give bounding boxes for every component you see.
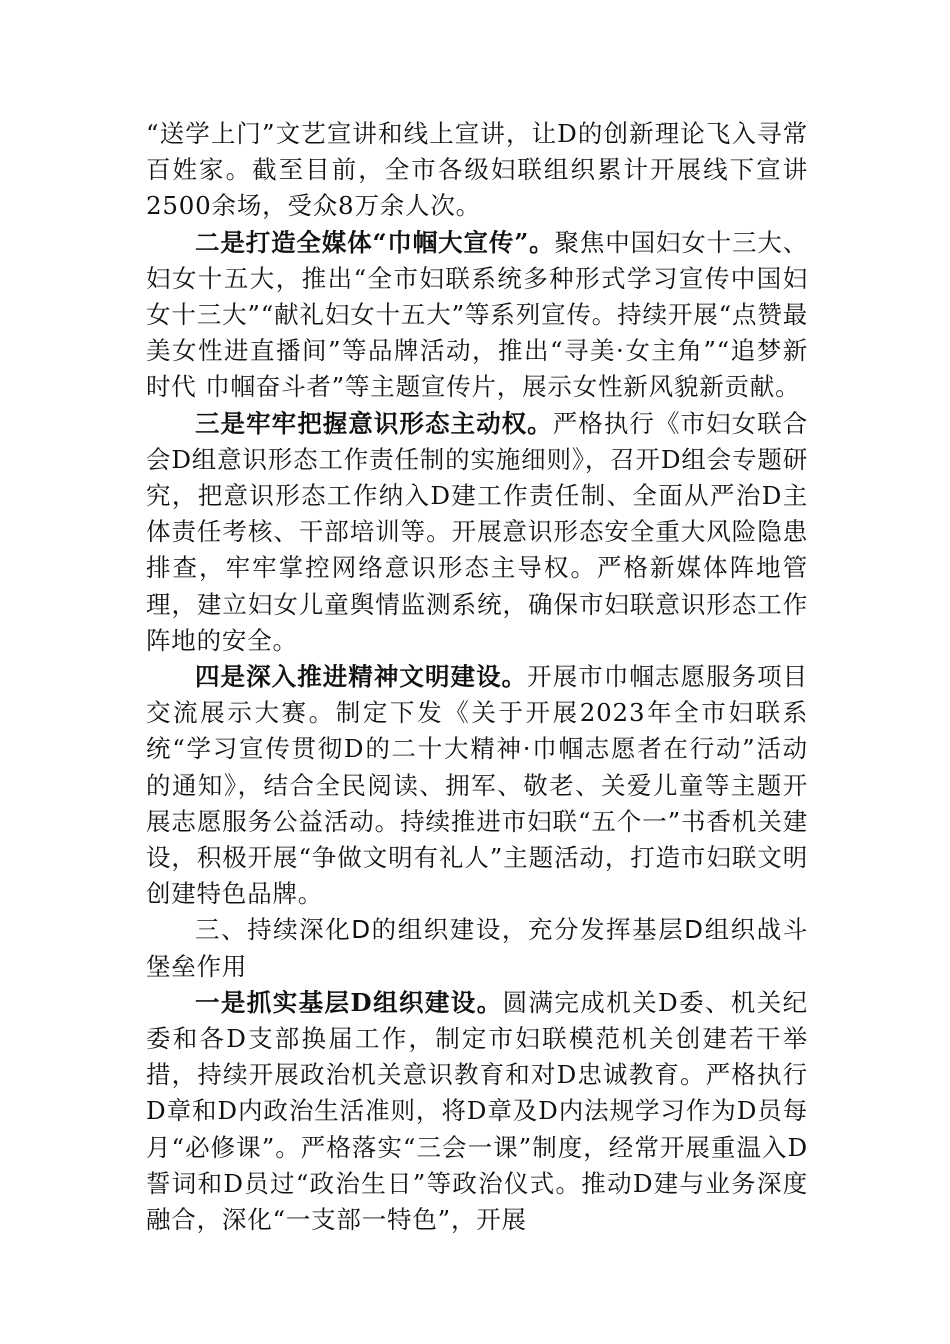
paragraph-civilization	[146, 659, 808, 912]
paragraph-body: 严格执行《市妇女联合会D组意识形态工作责任制的实施细则》，召开D组会专题研究，把意识形态工作纳入D建工作责任制、全面从严治D主体责任考核、干部培训等。开展意识形态安全重大风险隐患排查，牢牢掌控网络意识形态主导权。严格新媒体阵地管理，建立妇女儿童舆情监测系统，确保市妇联意识形态工作阵地的安全。	[146, 408, 809, 655]
paragraph-ideology	[146, 406, 808, 659]
paragraph-lead: 一是抓实基层D组织建设。	[195, 987, 503, 1017]
paragraph-media-publicity	[146, 225, 808, 406]
section-heading: 三、持续深化D的组织建设，充分发挥基层D组织战斗堡垒作用	[146, 915, 808, 981]
document-body	[146, 116, 808, 1238]
paragraph-body: 开展市巾帼志愿服务项目交流展示大赛。制定下发《关于开展2023年全市妇联系统“学习宣传贯彻D的二十大精神·巾帼志愿者在行动”活动的通知》，结合全民阅读、拥军、敬老、关爱儿童等主题开展志愿服务公益活动。持续推进市妇联“五个一”书香机关建设，积极开展“争做文明有礼人”主题活动，打造市妇联文明创建特色品牌。	[146, 662, 808, 909]
paragraph-lead: 三是牢牢把握意识形态主动权。	[195, 408, 553, 438]
paragraph-body: 聚焦中国妇女十三大、妇女十五大，推出“全市妇联系统多种形式学习宣传中国妇女十三大”“献礼妇女十五大”等系列宣传。持续开展“点赞最美女性进直播间”等品牌活动，推出“寻美·女主角”“追梦新时代 巾帼奋斗者”等主题宣传片，展示女性新风貌新贡献。	[146, 227, 809, 402]
paragraph-continued	[146, 116, 808, 225]
paragraph-grassroots	[146, 985, 808, 1238]
paragraph-body: 圆满完成机关D委、机关纪委和各D支部换届工作，制定市妇联模范机关创建若干举措，持续开展政治机关意识教育和对D忠诚教育。严格执行D章和D内政治生活准则，将D章及D内法规学习作为D员每月“必修课”。严格落实“三会一课”制度，经常开展重温入D誓词和D员过“政治生日”等政治仪式。推动D建与业务深度融合，深化“一支部一特色”，开展	[146, 987, 808, 1235]
paragraph-lead: 二是打造全媒体“巾帼大宣传”。	[195, 227, 555, 257]
paragraph-lead: 四是深入推进精神文明建设。	[195, 662, 528, 692]
paragraph-body: “送学上门”文艺宣讲和线上宣讲，让D的创新理论飞入寻常百姓家。截至目前，全市各级妇联组织累计开展线下宣讲2500余场，受众8万余人次。	[146, 119, 808, 221]
